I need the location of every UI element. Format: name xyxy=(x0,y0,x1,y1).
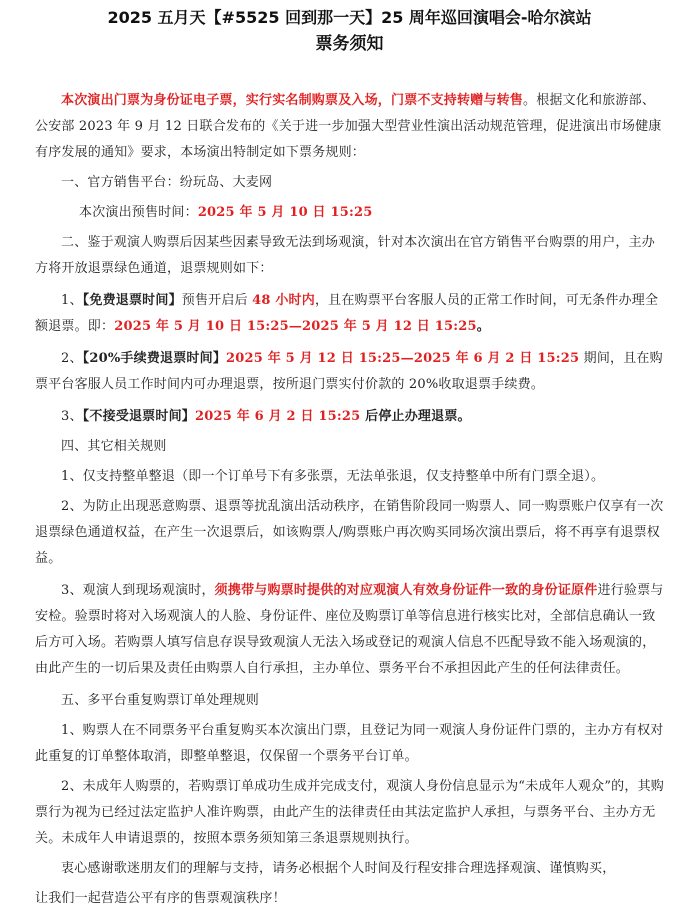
refund-rule-1-hours: 48 小时内 xyxy=(252,293,315,308)
multi-platform-rule-2: 2、未成年人购票的，若购票订单成功生成并完成支付，观演人身份信息显示为“未成年人观众”的，其购票行为视为已经过法定监护人准许购票，由此产生的法律责任由其法定监护人承担，与票务平台、主办方无关。未成年人申请退票的，按照本票务须知第三条退票规则执行。 xyxy=(35,779,664,846)
intro-text: 。根据文化和旅游部、公安部 2023 年 9 月 12 日联合发布的《关于进一步加强大型营业性演出活动规范管理，促进演出市场健康有序发展的通知》要求，本场演出特制定如下票务规则： xyxy=(35,93,662,160)
refund-rule-3-text: 后停止办理退票。 xyxy=(360,409,471,424)
intro-warning: 本次演出门票为身份证电子票，实行实名制购票及入场，门票不支持转赠与转售 xyxy=(61,93,524,108)
refund-rule-1-text-b: ，且在购票平台客服人员的正常工作时间，可无条件办理全额退票。即： xyxy=(35,293,659,334)
refund-rule-3-label: 【不接受退票时间】 xyxy=(82,409,195,424)
section1-heading: 一、官方销售平台：纷玩岛、大麦网 xyxy=(61,175,273,190)
refund-rule-1-text-a: 预售开启后 xyxy=(181,293,253,308)
refund-rule-3-num: 3、 xyxy=(61,409,83,424)
refund-rule-1 xyxy=(35,288,667,340)
refund-rule-1-range: 2025 年 5 月 10 日 15:25—2025 年 5 月 12 日 15:25 xyxy=(114,319,477,334)
multi-platform-rule-1: 1、购票人在不同票务平台重复购买本次演出门票，且登记为同一观演人身份证件门票的，主办方有权对此重复的订单整体取消，即整单整退，仅保留一个票务平台订单。 xyxy=(35,723,664,764)
other-rule-3-a: 3、观演人到现场观演时， xyxy=(61,583,215,598)
closing-line-2: 让我们一起营造公平有序的售票观演秩序！ xyxy=(35,891,286,906)
other-rule-3-b: 进行验票与安检。验票时将对入场观演人的人脸、身份证件、座位及购票订单等信息进行核实比对，全部信息确认一致后方可入场。若购票人填写信息存误导致观演人无法入场或登记的观演人信息不匹配导致不能入场观演的，由此产生的一切后果及责任由购票人自行承担，主办单位、票务平台不承担因此产生的任何法律责任。 xyxy=(35,583,664,676)
other-rule-3 xyxy=(35,578,667,682)
refund-rule-1-end: 。 xyxy=(476,319,490,334)
refund-rule-1-label: 【免费退票时间】 xyxy=(82,293,182,308)
refund-rule-2-text: 期间，且在购票平台客服人员工作时间内可办理退票，按所退门票实付价款的 20%收取退票手续费。 xyxy=(35,351,663,392)
id-requirement: 须携带与购票时提供的对应观演人有效身份证件一致的身份证原件 xyxy=(214,583,598,598)
section2-paragraph: 二、鉴于观演人购票后因某些因素导致无法到场观演，针对本次演出在官方销售平台购票的用户，主办方将开放退票绿色通道，退票规则如下： xyxy=(35,235,656,276)
refund-rule-2-label: 【20%手续费退票时间】 xyxy=(82,351,227,366)
refund-rule-3-time: 2025 年 6 月 2 日 15:25 xyxy=(194,409,361,424)
page-title: 2025 五月天【#5525 回到那一天】25 周年巡回演唱会-哈尔滨站 xyxy=(107,8,592,27)
refund-rule-2-num: 2、 xyxy=(61,351,83,366)
intro-paragraph xyxy=(35,88,667,166)
notice-body xyxy=(35,88,667,912)
refund-rule-2 xyxy=(35,346,667,398)
closing-line-1: 衷心感谢歌迷朋友们的理解与支持，请务必根据个人时间及行程安排合理选择观演、谨慎购买， xyxy=(61,861,616,876)
other-rule-1: 1、仅支持整单整退（即一个订单号下有多张票，无法单张退，仅支持整单中所有门票全退）。 xyxy=(61,469,605,484)
presale-time: 2025 年 5 月 10 日 15:25 xyxy=(197,205,373,220)
refund-rule-1-num: 1、 xyxy=(61,293,83,308)
page-subtitle: 票务须知 xyxy=(315,34,384,54)
presale-line xyxy=(35,200,667,226)
presale-label: 本次演出预售时间： xyxy=(79,205,198,220)
other-rule-2: 2、为防止出现恶意购票、退票等扰乱演出活动秩序，在销售阶段同一购票人、同一购票账户仅享有一次退票绿色通道权益，在产生一次退票后，如该购票人/购票账户再次购买同场次演出票后，将不再享有退票权益。 xyxy=(35,499,664,566)
refund-rule-3 xyxy=(35,404,667,430)
section5-heading: 五、多平台重复购票订单处理规则 xyxy=(61,693,260,708)
section4-heading: 四、其它相关规则 xyxy=(61,439,167,454)
refund-rule-2-range: 2025 年 5 月 12 日 15:25—2025 年 6 月 2 日 15:25 xyxy=(226,351,580,366)
